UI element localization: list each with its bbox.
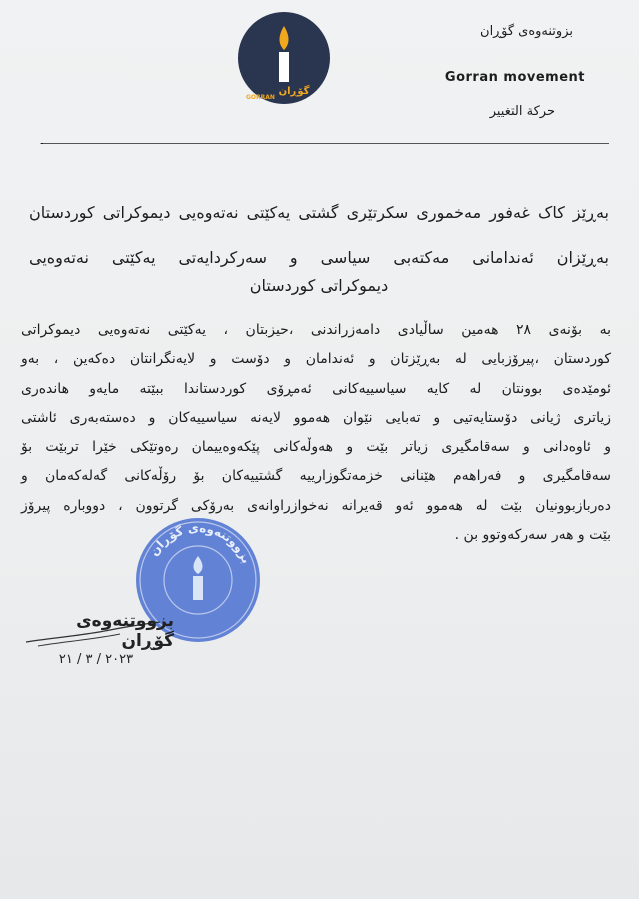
paragraph-line: و ئاوەدانی و سەقامگیری زیاتر بێت و هەوڵەکانی پێکەوەییمان رەوتێکی خێرا تربێت بۆ	[21, 439, 611, 456]
org-name-english: Gorran movement	[444, 70, 585, 85]
paragraph-line: بێت و هەر سەرکەوتوو بن .	[454, 527, 611, 544]
logo-text-english: GORRAN	[246, 94, 275, 101]
paragraph-line: کوردستان ،پیرۆزبایی لە بەڕێزتان و ئەندامان و دۆست و لایەنگرانتان دەکەین ، بەو	[21, 351, 611, 368]
letter-date: ٢٠٢٣ / ٣ / ٢١	[58, 652, 134, 667]
greeting-line-3: دیموکراتی کوردستان	[249, 276, 389, 295]
gorran-logo	[238, 12, 330, 104]
stamp-text: بزووتنەوەی گۆڕان	[146, 520, 254, 566]
org-name-kurdish: بزوتنەوەی گۆڕان	[480, 24, 573, 39]
paragraph-line: زیاتری ژیانی دۆستایەتیی و تەبایی نێوان هەموو لایەنە سیاسییەکان و دەستەبەری ئاشتی	[21, 409, 611, 426]
header-divider	[44, 143, 609, 144]
greeting-line-2: بەڕێزان ئەندامانی مەکتەبی سیاسی و سەرکردایەتی یەکێتی نەتەوەیی	[29, 248, 609, 267]
paragraph-line: سەقامگیری و فەراهەم هێنانی خزمەتگوزارییە گشتییەکان بۆ رۆڵەکانی گەلەکەمان و	[21, 468, 611, 485]
greeting-line-1: بەڕێز کاک غەفور مەخموری سکرتێری گشتی یەکێتی نەتەوەیی دیموکراتی کوردستان	[29, 203, 609, 222]
header-dash: -	[40, 136, 45, 150]
body-paragraph	[21, 316, 611, 550]
paragraph-line: بە بۆنەی ٢٨ هەمین ساڵیادی دامەزراندنی ،حیزبتان ، یەکێتی نەتەوەیی دیموکراتی	[21, 322, 611, 338]
org-name-arabic: حركة التغيير	[489, 104, 555, 119]
signature-name: بزووتنەوەی گۆڕان	[76, 611, 174, 651]
logo-text-kurdish: گۆڕان	[278, 86, 310, 97]
paragraph-line: ئومێدەی بوونتان لە کایە سیاسییەکانی ئەمڕۆی کوردستاندا ببێتە مایەو هاندەری	[21, 380, 611, 397]
paragraph-line: دەربازبوونیان بێت لە هەموو ئەو قەیرانە نەخوازراوانەی بەرۆکی گرتوون ، دووبارە پیرۆز	[21, 497, 611, 514]
